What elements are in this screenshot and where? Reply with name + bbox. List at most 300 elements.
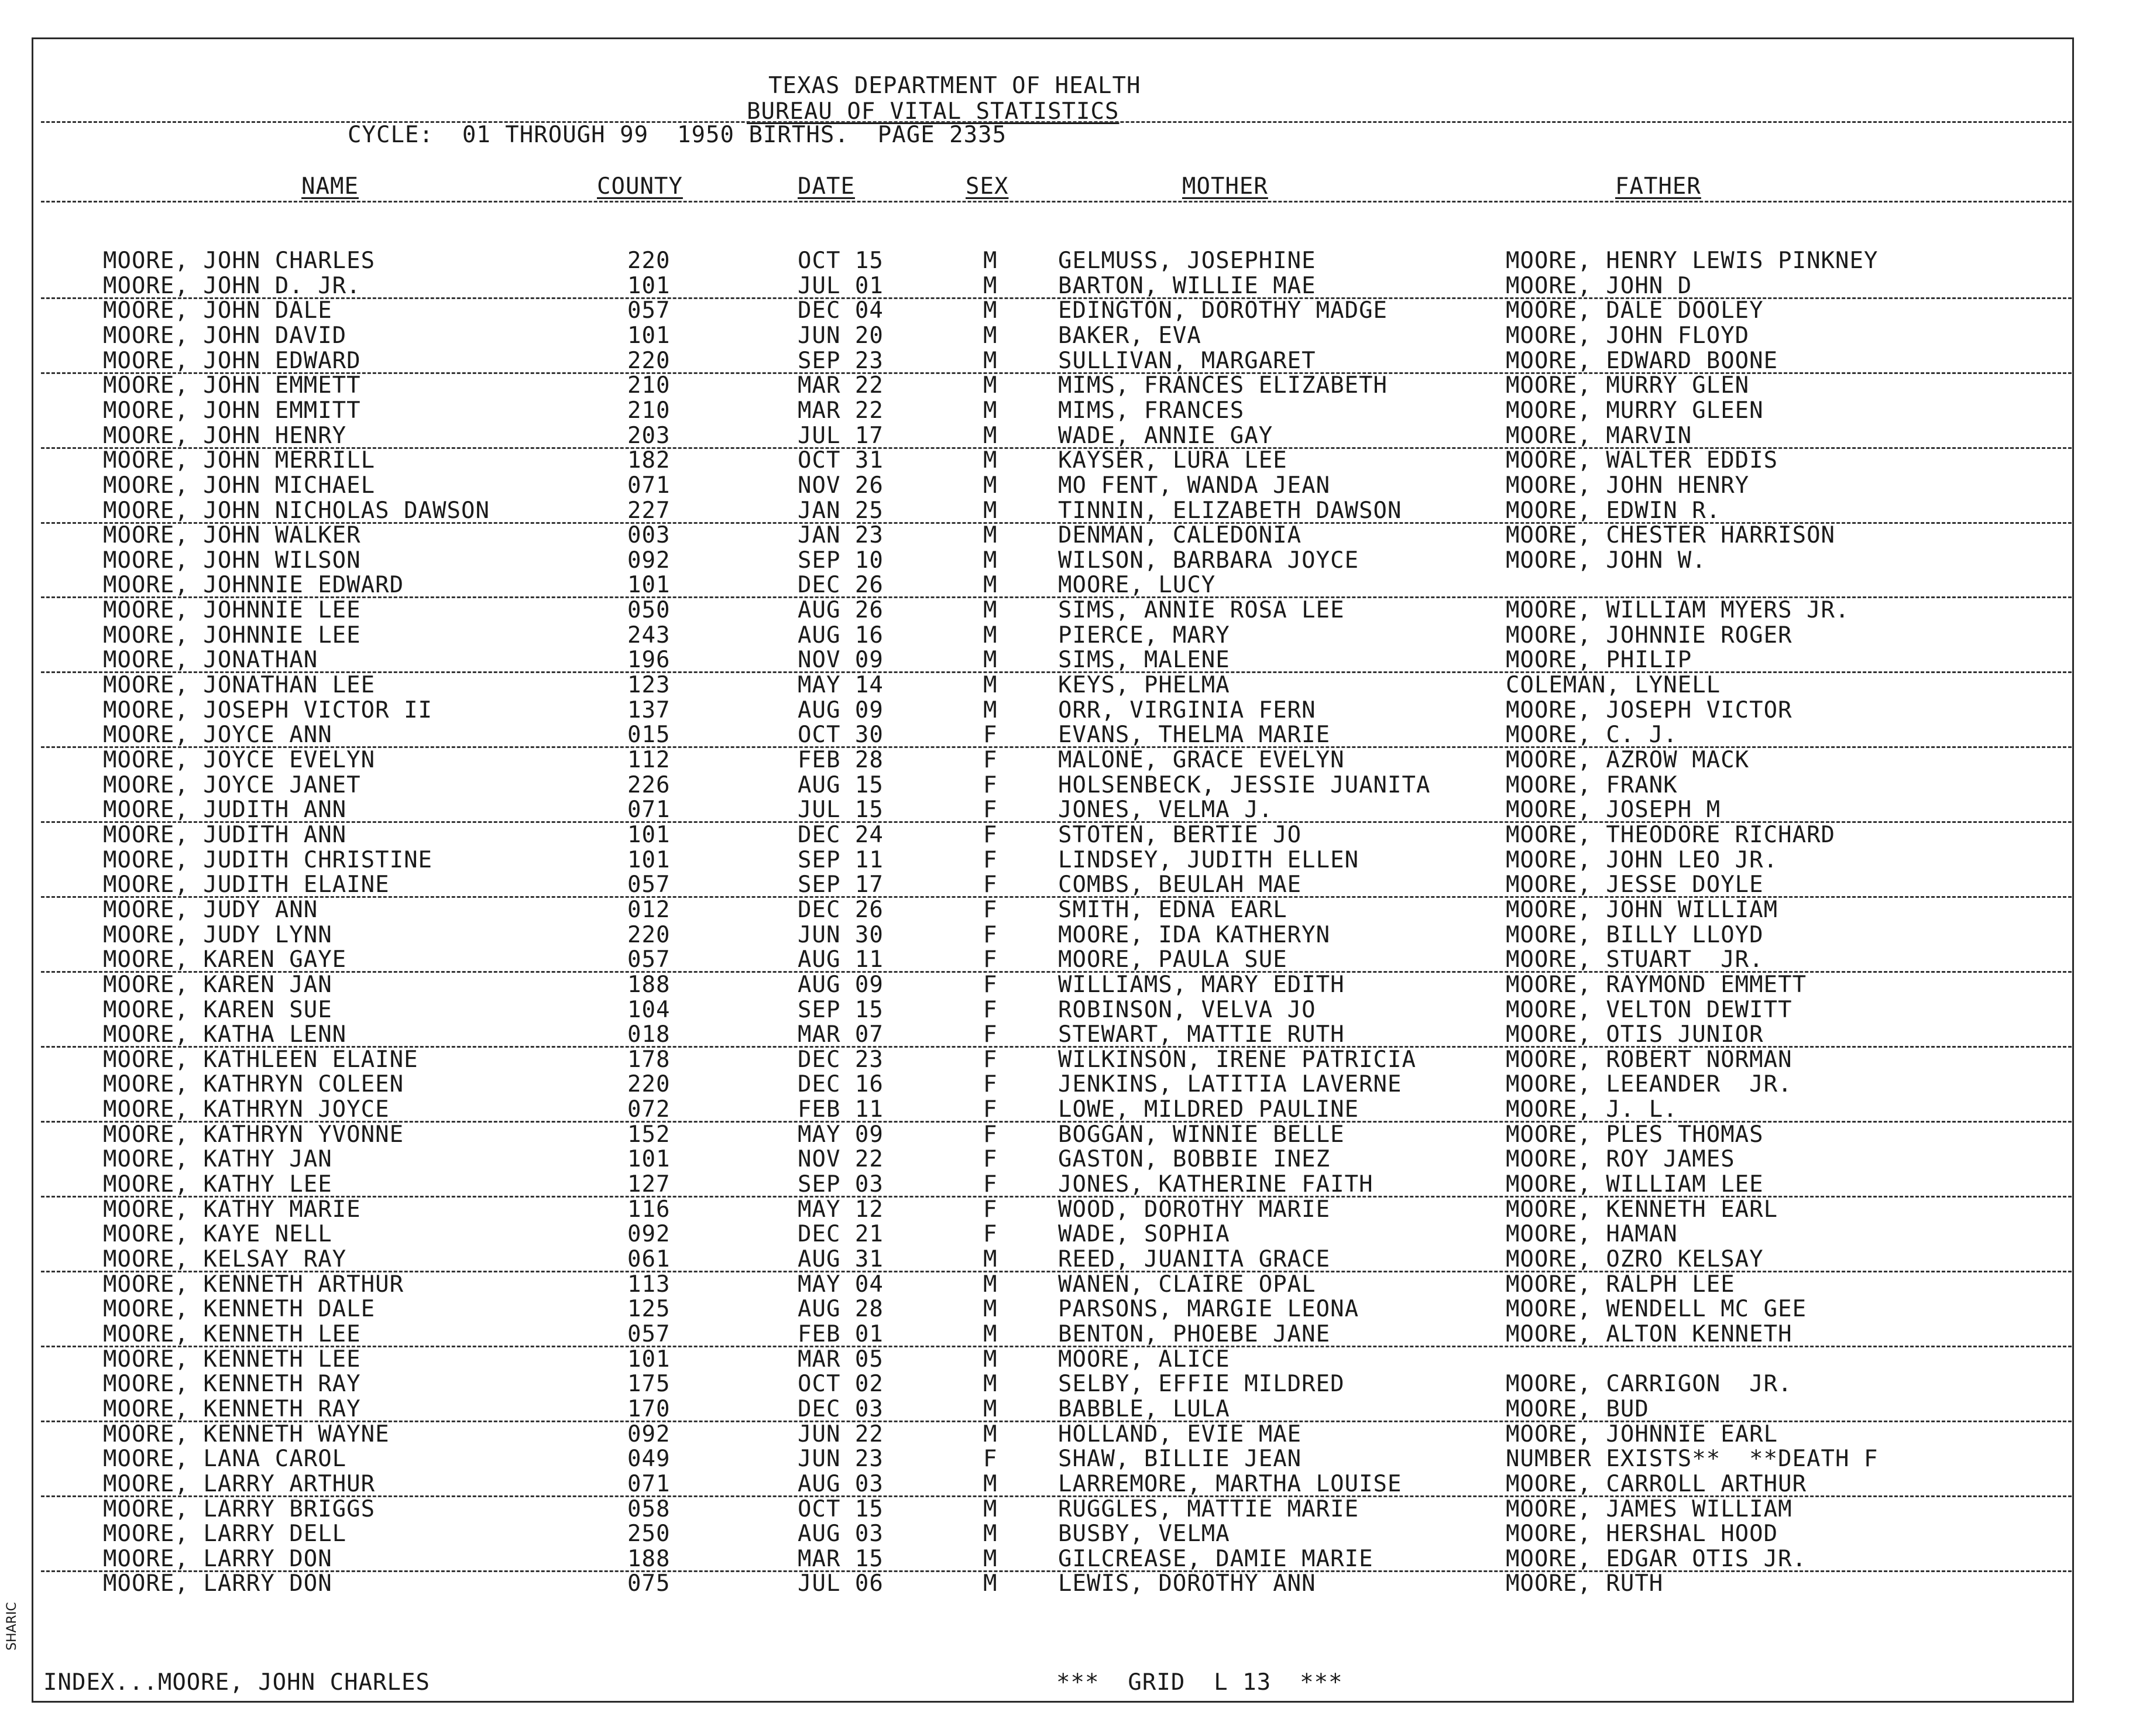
cell-father: MOORE, C. J. [1506, 722, 1678, 748]
cell-mother: BARTON, WILLIE MAE [1058, 273, 1316, 299]
cell-sex: M [983, 397, 998, 424]
table-row [0, 1097, 2136, 1122]
cell-date: DEC 23 [798, 1047, 884, 1073]
cell-name: MOORE, KATHRYN YVONNE [103, 1121, 404, 1148]
cell-sex: F [983, 1047, 998, 1073]
cell-date: SEP 15 [798, 997, 884, 1023]
column-date-header: DATE [798, 173, 855, 200]
cell-name: MOORE, JOHN WILSON [103, 547, 361, 574]
table-row [0, 1422, 2136, 1447]
cell-sex: M [983, 1521, 998, 1547]
table-row [0, 523, 2136, 548]
cell-sex: M [983, 1496, 998, 1522]
cell-county: 101 [627, 847, 671, 873]
cell-mother: DENMAN, CALEDONIA [1058, 522, 1302, 548]
cell-date: JUL 15 [798, 797, 884, 823]
cell-county: 072 [627, 1096, 671, 1123]
cell-county: 071 [627, 1471, 671, 1497]
cell-date: FEB 28 [798, 747, 884, 773]
cell-mother: KEYS, PHELMA [1058, 672, 1230, 698]
cell-date: DEC 16 [798, 1071, 884, 1097]
cell-mother: WANEN, CLAIRE OPAL [1058, 1271, 1316, 1298]
cell-name: MOORE, JOYCE EVELYN [103, 747, 376, 773]
cell-county: 123 [627, 672, 671, 698]
cell-name: MOORE, JOHN NICHOLAS DAWSON [103, 498, 490, 524]
cell-name: MOORE, JOYCE JANET [103, 772, 361, 798]
cell-date: AUG 09 [798, 972, 884, 998]
cell-date: MAY 12 [798, 1196, 884, 1223]
cell-name: MOORE, JOHN DALE [103, 297, 332, 324]
cell-mother: SIMS, ANNIE ROSA LEE [1058, 597, 1345, 623]
cell-father: MOORE, RALPH LEE [1506, 1271, 1735, 1298]
cell-name: MOORE, KENNETH LEE [103, 1321, 361, 1347]
cell-sex: M [983, 248, 998, 274]
table-row [0, 648, 2136, 673]
cell-father: MOORE, WALTER EDDIS [1506, 447, 1778, 474]
cell-sex: M [983, 1471, 998, 1497]
cell-father: MOORE, JOHN WILLIAM [1506, 897, 1778, 923]
table-row [0, 1247, 2136, 1272]
cell-sex: M [983, 1396, 998, 1422]
cell-county: 210 [627, 397, 671, 424]
table-row [0, 1172, 2136, 1197]
table-row [0, 823, 2136, 848]
cell-date: AUG 03 [798, 1471, 884, 1497]
cell-name: MOORE, KATHY LEE [103, 1171, 332, 1198]
cell-sex: M [983, 297, 998, 324]
cell-mother: ROBINSON, VELVA JO [1058, 997, 1316, 1023]
cell-mother: BAKER, EVA [1058, 323, 1201, 349]
cell-father: MOORE, JOHNNIE ROGER [1506, 622, 1792, 649]
cell-county: 050 [627, 597, 671, 623]
cell-date: SEP 11 [798, 847, 884, 873]
cell-county: 220 [627, 1071, 671, 1097]
cell-mother: PIERCE, MARY [1058, 622, 1230, 649]
cell-mother: SULLIVAN, MARGARET [1058, 348, 1316, 374]
cell-father: MOORE, JOHN LEO JR. [1506, 847, 1778, 873]
cell-name: MOORE, KATHA LENN [103, 1021, 347, 1048]
cell-sex: M [983, 1421, 998, 1447]
cell-mother: BABBLE, LULA [1058, 1396, 1230, 1422]
cell-mother: MO FENT, WANDA JEAN [1058, 472, 1331, 499]
cell-county: 243 [627, 622, 671, 649]
cell-sex: F [983, 1146, 998, 1172]
table-row [0, 1147, 2136, 1172]
cell-name: MOORE, JUDITH ELAINE [103, 872, 390, 898]
cell-date: OCT 15 [798, 1496, 884, 1522]
cell-county: 101 [627, 323, 671, 349]
cell-name: MOORE, KATHRYN JOYCE [103, 1096, 390, 1123]
cell-date: MAY 14 [798, 672, 884, 698]
cell-county: 003 [627, 522, 671, 548]
header-dept: TEXAS DEPARTMENT OF HEALTH [768, 73, 1141, 99]
table-row [0, 1497, 2136, 1522]
cell-date: AUG 28 [798, 1296, 884, 1322]
cell-date: FEB 11 [798, 1096, 884, 1123]
cell-mother: SHAW, BILLIE JEAN [1058, 1446, 1302, 1472]
cell-date: JUN 22 [798, 1421, 884, 1447]
cell-name: MOORE, KENNETH DALE [103, 1296, 376, 1322]
cell-name: MOORE, JOHN WALKER [103, 522, 361, 548]
cell-date: OCT 31 [798, 447, 884, 474]
cell-county: 152 [627, 1121, 671, 1148]
cell-mother: STOTEN, BERTIE JO [1058, 822, 1302, 848]
table-row [0, 249, 2136, 273]
cell-date: OCT 02 [798, 1371, 884, 1397]
table-row [0, 1347, 2136, 1372]
table-row [0, 923, 2136, 948]
cell-name: MOORE, KATHY MARIE [103, 1196, 361, 1223]
cell-name: MOORE, KENNETH RAY [103, 1371, 361, 1397]
cell-name: MOORE, JONATHAN [103, 647, 318, 673]
cell-name: MOORE, LARRY ARTHUR [103, 1471, 376, 1497]
cell-father: MOORE, FRANK [1506, 772, 1678, 798]
cell-county: 071 [627, 472, 671, 499]
table-row [0, 324, 2136, 348]
cell-mother: SIMS, MALENE [1058, 647, 1230, 673]
cell-mother: GASTON, BOBBIE INEZ [1058, 1146, 1331, 1172]
cell-county: 137 [627, 697, 671, 723]
cell-name: MOORE, JOHN D. JR. [103, 273, 361, 299]
column-county-header: COUNTY [597, 173, 683, 200]
cell-sex: F [983, 1196, 998, 1223]
cell-date: MAY 09 [798, 1121, 884, 1148]
cell-sex: M [983, 1371, 998, 1397]
cell-county: 220 [627, 922, 671, 948]
table-row [0, 448, 2136, 473]
cell-mother: BOGGAN, WINNIE BELLE [1058, 1121, 1345, 1148]
cell-name: MOORE, JUDY ANN [103, 897, 318, 923]
cell-sex: M [983, 447, 998, 474]
cell-county: 057 [627, 946, 671, 973]
cell-mother: GILCREASE, DAMIE MARIE [1058, 1546, 1373, 1572]
cell-date: AUG 11 [798, 946, 884, 973]
table-row [0, 1048, 2136, 1072]
table-row [0, 474, 2136, 498]
cell-mother: WADE, ANNIE GAY [1058, 423, 1273, 449]
cell-sex: F [983, 722, 998, 748]
table-row [0, 898, 2136, 922]
cell-date: OCT 15 [798, 248, 884, 274]
cell-father: MOORE, JESSE DOYLE [1506, 872, 1764, 898]
cell-mother: WILSON, BARBARA JOYCE [1058, 547, 1359, 574]
table-row [0, 1322, 2136, 1347]
cell-mother: WILLIAMS, MARY EDITH [1058, 972, 1345, 998]
cell-father: MOORE, CHESTER HARRISON [1506, 522, 1836, 548]
table-row [0, 1072, 2136, 1097]
cell-date: JAN 23 [798, 522, 884, 548]
cell-mother: SELBY, EFFIE MILDRED [1058, 1371, 1345, 1397]
cell-name: MOORE, KENNETH LEE [103, 1346, 361, 1373]
cell-name: MOORE, JOHN MICHAEL [103, 472, 376, 499]
cell-county: 092 [627, 547, 671, 574]
table-row [0, 723, 2136, 747]
cell-county: 112 [627, 747, 671, 773]
table-row [0, 798, 2136, 822]
table-row [0, 573, 2136, 598]
cell-father: MOORE, PHILIP [1506, 647, 1692, 673]
cell-date: DEC 21 [798, 1221, 884, 1247]
cell-mother: ORR, VIRGINIA FERN [1058, 697, 1316, 723]
cell-sex: M [983, 372, 998, 399]
table-row [0, 1198, 2136, 1222]
cell-date: MAR 22 [798, 397, 884, 424]
cell-father: MOORE, STUART JR. [1506, 946, 1764, 973]
cell-sex: M [983, 323, 998, 349]
cell-sex: F [983, 1171, 998, 1198]
cell-father: MOORE, LEEANDER JR. [1506, 1071, 1792, 1097]
cell-date: MAR 05 [798, 1346, 884, 1373]
cell-date: OCT 30 [798, 722, 884, 748]
cell-sex: M [983, 1296, 998, 1322]
cell-mother: KAYSER, LURA LEE [1058, 447, 1287, 474]
cell-mother: EVANS, THELMA MARIE [1058, 722, 1331, 748]
cell-date: SEP 17 [798, 872, 884, 898]
cell-name: MOORE, LARRY BRIGGS [103, 1496, 376, 1522]
cell-name: MOORE, KAREN SUE [103, 997, 332, 1023]
cell-name: MOORE, LARRY DON [103, 1570, 332, 1597]
cell-father: MOORE, J. L. [1506, 1096, 1678, 1123]
cell-father: MOORE, CARRIGON JR. [1506, 1371, 1792, 1397]
cell-mother: TINNIN, ELIZABETH DAWSON [1058, 498, 1402, 524]
cell-sex: M [983, 547, 998, 574]
table-row [0, 848, 2136, 873]
cell-mother: STEWART, MATTIE RUTH [1058, 1021, 1345, 1048]
cell-name: MOORE, JOSEPH VICTOR II [103, 697, 433, 723]
table-row [0, 349, 2136, 373]
cell-sex: F [983, 997, 998, 1023]
table-row [0, 1297, 2136, 1322]
cell-county: 049 [627, 1446, 671, 1472]
cell-mother: GELMUSS, JOSEPHINE [1058, 248, 1316, 274]
cell-county: 182 [627, 447, 671, 474]
side-label: SHARIC [5, 1602, 19, 1651]
cell-name: MOORE, JONATHAN LEE [103, 672, 376, 698]
table-row [0, 773, 2136, 798]
table-row [0, 873, 2136, 897]
cell-date: JUN 30 [798, 922, 884, 948]
cell-father: MOORE, THEODORE RICHARD [1506, 822, 1836, 848]
cell-name: MOORE, KATHY JAN [103, 1146, 332, 1172]
cell-mother: LINDSEY, JUDITH ELLEN [1058, 847, 1359, 873]
cell-date: MAR 15 [798, 1546, 884, 1572]
cell-father: MOORE, HENRY LEWIS PINKNEY [1506, 248, 1879, 274]
table-row [0, 1447, 2136, 1471]
cell-date: DEC 26 [798, 572, 884, 598]
table-row [0, 598, 2136, 623]
cell-father: MOORE, ROBERT NORMAN [1506, 1047, 1792, 1073]
table-row [0, 998, 2136, 1023]
cell-name: MOORE, KELSAY RAY [103, 1246, 347, 1272]
cell-mother: WILKINSON, IRENE PATRICIA [1058, 1047, 1416, 1073]
cell-date: MAR 07 [798, 1021, 884, 1048]
cell-sex: F [983, 1446, 998, 1472]
cell-father: MOORE, DALE DOOLEY [1506, 297, 1764, 324]
cell-sex: F [983, 1071, 998, 1097]
cell-father: MOORE, JOHN D [1506, 273, 1692, 299]
column-father-header: FATHER [1615, 173, 1701, 200]
table-row [0, 299, 2136, 323]
cell-date: MAY 04 [798, 1271, 884, 1298]
cell-sex: F [983, 922, 998, 948]
cell-county: 113 [627, 1271, 671, 1298]
cell-county: 196 [627, 647, 671, 673]
cell-father: MOORE, PLES THOMAS [1506, 1121, 1764, 1148]
cell-father: MOORE, EDWARD BOONE [1506, 348, 1778, 374]
table-row [0, 1272, 2136, 1297]
cell-name: MOORE, KATHLEEN ELAINE [103, 1047, 418, 1073]
cell-mother: JONES, KATHERINE FAITH [1058, 1171, 1373, 1198]
cell-name: MOORE, JOHN HENRY [103, 423, 347, 449]
cell-date: JUL 01 [798, 273, 884, 299]
cell-date: AUG 09 [798, 697, 884, 723]
cell-county: 057 [627, 872, 671, 898]
table-row [0, 373, 2136, 398]
cell-mother: WOOD, DOROTHY MARIE [1058, 1196, 1331, 1223]
cell-county: 104 [627, 997, 671, 1023]
cell-father: MOORE, OZRO KELSAY [1506, 1246, 1764, 1272]
cell-father: MOORE, BILLY LLOYD [1506, 922, 1764, 948]
header-bureau: BUREAU OF VITAL STATISTICS [747, 98, 1119, 125]
cell-sex: M [983, 273, 998, 299]
cell-name: MOORE, KAREN JAN [103, 972, 332, 998]
cell-father: MOORE, JOHN HENRY [1506, 472, 1750, 499]
cell-sex: F [983, 1021, 998, 1048]
table-row [0, 1123, 2136, 1147]
cell-county: 210 [627, 372, 671, 399]
cell-date: JUL 17 [798, 423, 884, 449]
cell-county: 092 [627, 1421, 671, 1447]
cell-name: MOORE, JOHNNIE LEE [103, 597, 361, 623]
cell-name: MOORE, JOHN EMMETT [103, 372, 361, 399]
cell-sex: M [983, 572, 998, 598]
cell-mother: MIMS, FRANCES ELIZABETH [1058, 372, 1388, 399]
cell-mother: MOORE, ALICE [1058, 1346, 1230, 1373]
table-row [0, 698, 2136, 723]
cell-name: MOORE, KENNETH WAYNE [103, 1421, 390, 1447]
cell-mother: LEWIS, DOROTHY ANN [1058, 1570, 1316, 1597]
cell-mother: JONES, VELMA J. [1058, 797, 1273, 823]
table-row [0, 623, 2136, 648]
cell-date: DEC 26 [798, 897, 884, 923]
column-sex-header: SEX [966, 173, 1009, 200]
cell-county: 075 [627, 1570, 671, 1597]
cell-mother: LARREMORE, MARTHA LOUISE [1058, 1471, 1402, 1497]
cell-mother: HOLSENBECK, JESSIE JUANITA [1058, 772, 1431, 798]
cell-mother: RUGGLES, MATTIE MARIE [1058, 1496, 1359, 1522]
table-row [0, 1023, 2136, 1047]
cell-date: SEP 03 [798, 1171, 884, 1198]
cell-county: 175 [627, 1371, 671, 1397]
cell-name: MOORE, JOHNNIE LEE [103, 622, 361, 649]
cell-father: MOORE, ROY JAMES [1506, 1146, 1735, 1172]
cell-date: JUN 23 [798, 1446, 884, 1472]
cell-father: MOORE, RAYMOND EMMETT [1506, 972, 1807, 998]
cell-county: 101 [627, 1346, 671, 1373]
cell-name: MOORE, JUDITH CHRISTINE [103, 847, 433, 873]
cell-sex: F [983, 1096, 998, 1123]
table-row [0, 1547, 2136, 1572]
cell-sex: M [983, 1271, 998, 1298]
cell-father: MOORE, WILLIAM LEE [1506, 1171, 1764, 1198]
cell-county: 250 [627, 1521, 671, 1547]
cell-mother: MOORE, PAULA SUE [1058, 946, 1287, 973]
cell-sex: M [983, 622, 998, 649]
cell-father: MOORE, EDWIN R. [1506, 498, 1721, 524]
cell-name: MOORE, KAYE NELL [103, 1221, 332, 1247]
table-row [0, 948, 2136, 972]
cell-sex: M [983, 498, 998, 524]
cell-mother: MIMS, FRANCES [1058, 397, 1245, 424]
cell-county: 188 [627, 972, 671, 998]
cell-sex: F [983, 797, 998, 823]
cell-mother: BENTON, PHOEBE JANE [1058, 1321, 1331, 1347]
cell-date: AUG 31 [798, 1246, 884, 1272]
cell-county: 101 [627, 273, 671, 299]
footer-grid: *** GRID L 13 *** [1056, 1669, 1343, 1696]
cell-father: MOORE, JOSEPH M [1506, 797, 1721, 823]
cell-county: 188 [627, 1546, 671, 1572]
cell-date: JAN 25 [798, 498, 884, 524]
cell-sex: M [983, 597, 998, 623]
cell-sex: M [983, 348, 998, 374]
table-row [0, 424, 2136, 448]
cell-father: MOORE, EDGAR OTIS JR. [1506, 1546, 1807, 1572]
cell-date: FEB 01 [798, 1321, 884, 1347]
header-divider-top [41, 121, 2072, 123]
cell-sex: F [983, 946, 998, 973]
table-row [0, 1372, 2136, 1397]
cell-mother: EDINGTON, DOROTHY MADGE [1058, 297, 1388, 324]
cell-father: MOORE, RUTH [1506, 1570, 1664, 1597]
table-row [0, 748, 2136, 773]
cell-name: MOORE, KENNETH ARTHUR [103, 1271, 404, 1298]
cell-county: 061 [627, 1246, 671, 1272]
cell-date: AUG 16 [798, 622, 884, 649]
table-row [0, 973, 2136, 997]
header-divider-bottom [41, 201, 2072, 203]
cell-father: MOORE, VELTON DEWITT [1506, 997, 1792, 1023]
cell-date: JUN 20 [798, 323, 884, 349]
cell-sex: M [983, 1246, 998, 1272]
table-row [0, 1522, 2136, 1546]
table-row [0, 499, 2136, 523]
cell-father: MOORE, KENNETH EARL [1506, 1196, 1778, 1223]
cell-father: MOORE, JOSEPH VICTOR [1506, 697, 1792, 723]
cell-date: NOV 22 [798, 1146, 884, 1172]
cell-county: 125 [627, 1296, 671, 1322]
cell-name: MOORE, JOHN CHARLES [103, 248, 376, 274]
cell-county: 220 [627, 348, 671, 374]
cell-sex: M [983, 423, 998, 449]
cell-name: MOORE, JUDY LYNN [103, 922, 332, 948]
cell-father: MOORE, MURRY GLEEN [1506, 397, 1764, 424]
cell-sex: F [983, 1221, 998, 1247]
cell-date: SEP 23 [798, 348, 884, 374]
cell-sex: F [983, 972, 998, 998]
cell-mother: LOWE, MILDRED PAULINE [1058, 1096, 1359, 1123]
cell-name: MOORE, JOHN EDWARD [103, 348, 361, 374]
cell-father: MOORE, JOHN FLOYD [1506, 323, 1750, 349]
table-row [0, 548, 2136, 573]
cell-father: MOORE, AZROW MACK [1506, 747, 1750, 773]
cell-county: 178 [627, 1047, 671, 1073]
cell-father: MOORE, MARVIN [1506, 423, 1692, 449]
cell-mother: PARSONS, MARGIE LEONA [1058, 1296, 1359, 1322]
cell-name: MOORE, JOHN DAVID [103, 323, 347, 349]
cell-sex: M [983, 522, 998, 548]
cell-sex: M [983, 1570, 998, 1597]
